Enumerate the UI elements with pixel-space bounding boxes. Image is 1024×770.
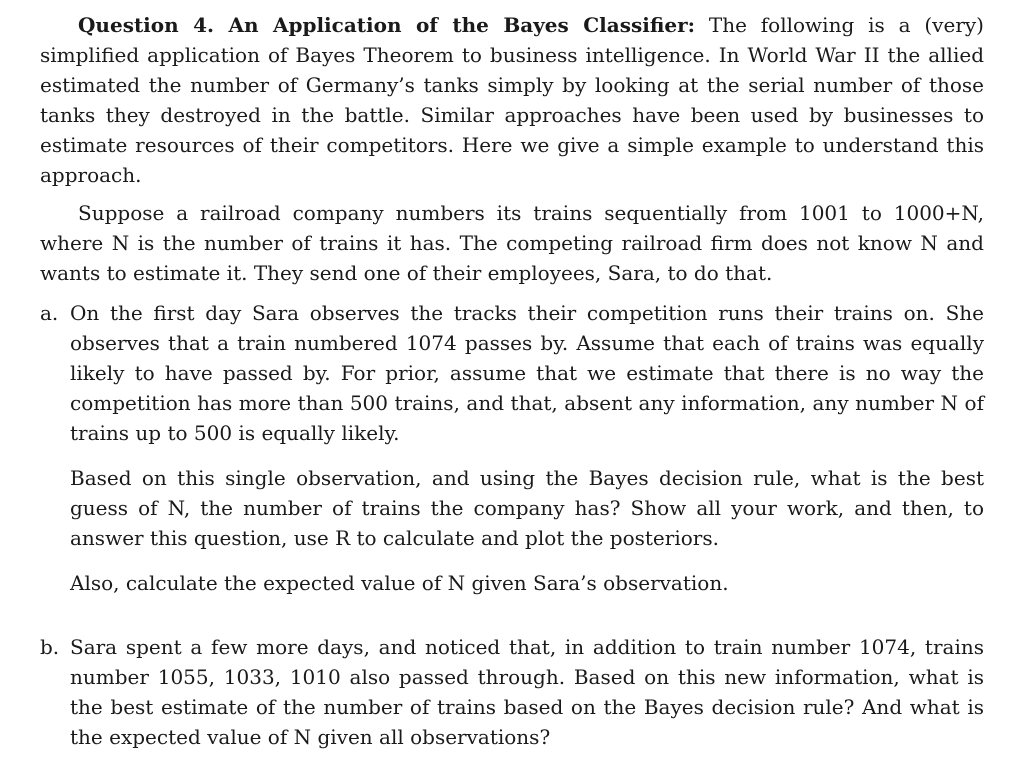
part-b-label: b.: [40, 635, 60, 659]
part-a-body: [70, 298, 984, 598]
intro-text: The following is a (very) simplified application of Bayes Theorem to business intelligence. In World War II the allied estimated the number of Germany’s tanks simply by looking at the serial number of those tanks they destroyed in the battle. Similar approaches have been used by businesses to estimate resources of their competitors. Here we give a simple example to understand this approach.: [40, 13, 984, 187]
part-a-paragraph: On the first day Sara observes the tracks their competition runs their trains on. She observes that a train numbered 1074 passes by. Assume that each of trains was equally likely to have passed by. For prior, assume that we estimate that there is no way the competition has more than 500 trains, and that, absent any information, any number N of trains up to 500 is equally likely.: [70, 301, 984, 445]
question-title: Question 4. An Application of the Bayes Classifier:: [78, 13, 696, 37]
setup-paragraph: Suppose a railroad company numbers its trains sequentially from 1001 to 1000+N, where N is the number of trains it has. The competing railroad firm does not know N and wants to estimate it. They send one of their employees, Sara, to do that.: [40, 201, 984, 285]
part-b: [40, 632, 984, 752]
part-b-paragraph: Sara spent a few more days, and noticed that, in addition to train number 1074, trains number 1055, 1033, 1010 also passed through. Based on this new information, what is the best estimate of the number of trains based on the Bayes decision rule? And what is the expected value of N given all observations?: [70, 635, 984, 749]
question-document: [40, 10, 984, 752]
part-a-paragraph: Based on this single observation, and using the Bayes decision rule, what is the best guess of N, the number of trains the company has? Show all your work, and then, to answer this question, use R to calculate and plot the posteriors.: [70, 466, 984, 550]
part-a-paragraph: Also, calculate the expected value of N given Sara’s observation.: [70, 571, 729, 595]
part-a: [40, 298, 984, 598]
part-b-body: [70, 632, 984, 752]
question-intro: [40, 10, 984, 190]
part-a-label: a.: [40, 301, 59, 325]
